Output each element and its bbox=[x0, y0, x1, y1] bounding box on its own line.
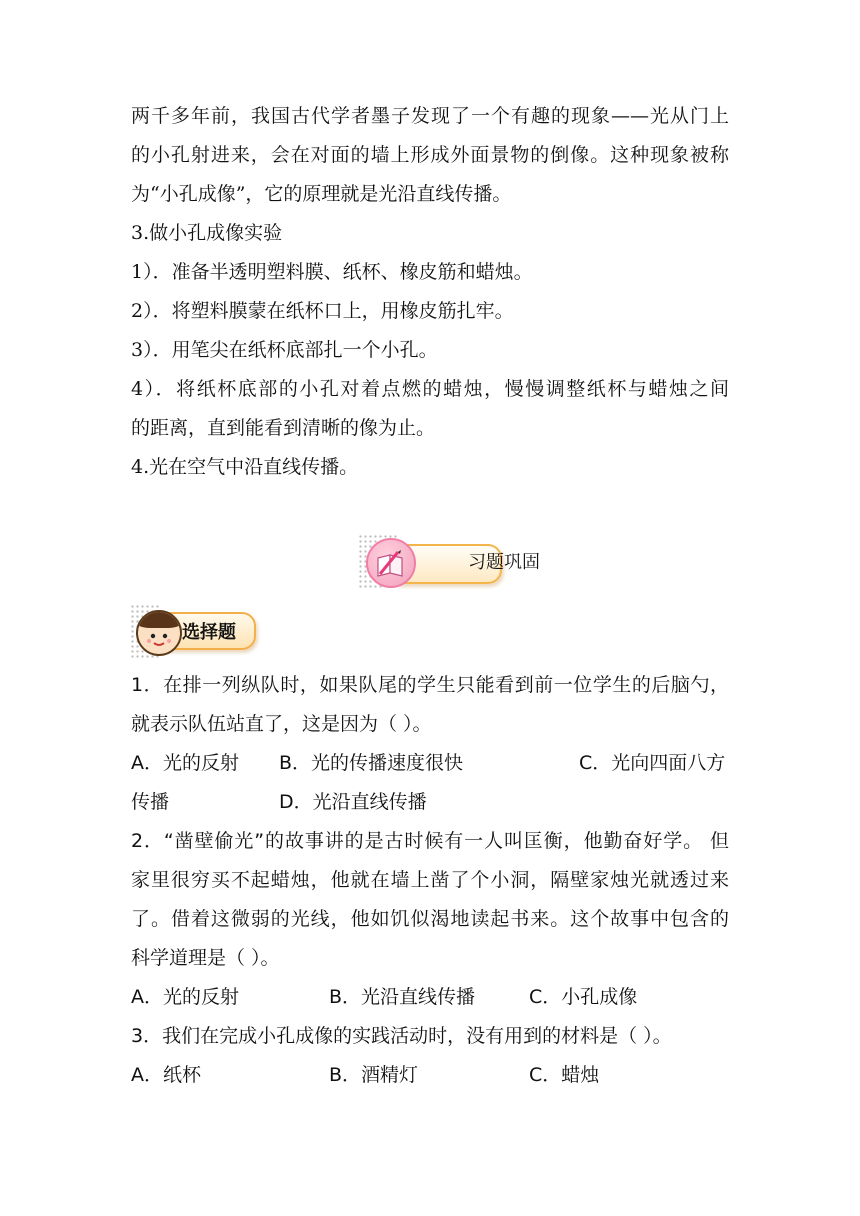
step-1: 1）．准备半透明塑料膜、纸杯、橡皮筋和蜡烛。 bbox=[131, 261, 533, 283]
question-3-option-a[interactable]: A．纸杯 bbox=[131, 1064, 201, 1086]
section-3-heading: 3.做小孔成像实验 bbox=[131, 222, 283, 244]
question-1-options bbox=[131, 744, 729, 782]
banner-title: 习题巩固 bbox=[468, 552, 540, 573]
question-2-option-c[interactable]: C．小孔成像 bbox=[529, 986, 638, 1008]
intro-line-1: 两千多年前，我国古代学者墨子发现了一个有趣的现象——光从门上 bbox=[131, 105, 729, 127]
question-3-options bbox=[131, 1056, 729, 1094]
question-1-line-2: 就表示队伍站直了，这是因为（ ）。 bbox=[131, 713, 432, 735]
step-4-line-1: 4）．将纸杯底部的小孔对着点燃的蜡烛，慢慢调整纸杯与蜡烛之间 bbox=[131, 378, 729, 400]
book-pencil-icon bbox=[366, 538, 416, 588]
question-2-option-b[interactable]: B．光沿直线传播 bbox=[329, 986, 476, 1008]
question-2-option-a[interactable]: A．光的反射 bbox=[131, 986, 239, 1008]
step-4-line-2: 的距离，直到能看到清晰的像为止。 bbox=[131, 417, 436, 439]
question-1-option-a[interactable]: A．光的反射 bbox=[131, 752, 239, 774]
question-3-line-1: 3．我们在完成小孔成像的实践活动时，没有用到的材料是（ ）。 bbox=[131, 1025, 672, 1047]
question-2-options bbox=[131, 978, 729, 1016]
question-1-option-c-continued: 传播 bbox=[131, 791, 170, 813]
question-1-option-d[interactable]: D．光沿直线传播 bbox=[279, 791, 427, 813]
question-2-line-2: 家里很穷买不起蜡烛，他就在墙上凿了个小洞，隔壁家烛光就透过来 bbox=[131, 869, 729, 891]
step-3: 3）．用笔尖在纸杯底部扎一个小孔。 bbox=[131, 339, 438, 361]
question-1-option-b[interactable]: B．光的传播速度很快 bbox=[279, 752, 464, 774]
cartoon-girl-icon bbox=[136, 610, 182, 656]
exercise-banner bbox=[358, 534, 540, 590]
badge-label: 选择题 bbox=[182, 622, 236, 643]
question-3-option-b[interactable]: B．酒精灯 bbox=[329, 1064, 419, 1086]
question-1-options-row-2 bbox=[131, 783, 729, 821]
question-3-option-c[interactable]: C．蜡烛 bbox=[529, 1064, 600, 1086]
question-2-line-3: 了。借着这微弱的光线，他如饥似渴地读起书来。这个故事中包含的 bbox=[131, 908, 729, 930]
question-1-line-1: 1．在排一列纵队时，如果队尾的学生只能看到前一位学生的后脑勺， bbox=[131, 674, 729, 696]
question-2-line-4: 科学道理是（ ）。 bbox=[131, 947, 280, 969]
question-2-line-1: 2．“凿壁偷光”的故事讲的是古时候有一人叫匡衡，他勤奋好学。 但 bbox=[131, 830, 729, 852]
step-2: 2）．将塑料膜蒙在纸杯口上，用橡皮筋扎牢。 bbox=[131, 300, 514, 322]
intro-line-2: 的小孔射进来，会在对面的墙上形成外面景物的倒像。这种现象被称 bbox=[131, 144, 729, 166]
section-4-text: 4.光在空气中沿直线传播。 bbox=[131, 456, 359, 478]
multiple-choice-badge bbox=[130, 604, 262, 658]
question-1-option-c[interactable]: C．光向四面八方 bbox=[579, 752, 726, 774]
intro-line-3: 为“小孔成像”，它的原理就是光沿直线传播。 bbox=[131, 183, 512, 205]
